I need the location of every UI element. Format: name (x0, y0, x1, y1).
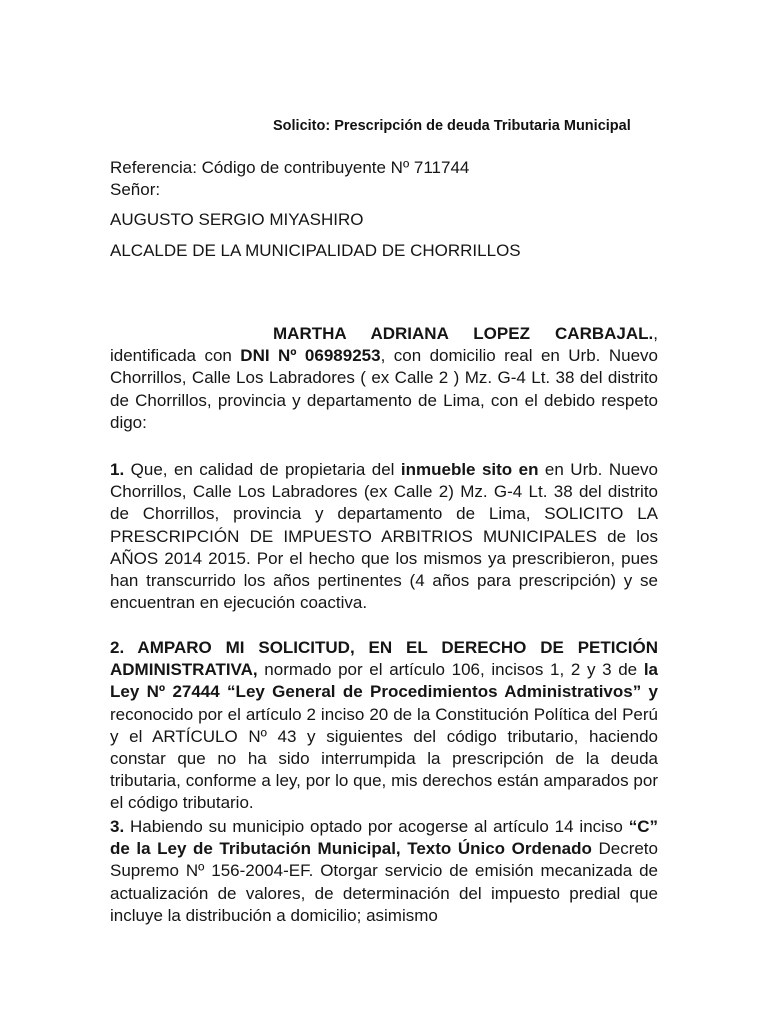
paragraph-3-bold: “C” de la Ley de Tributación Municipal, Texto Único Ordenado (110, 817, 658, 859)
intro-text-1: , identificada con (110, 324, 658, 366)
paragraph-2-law: la Ley Nº 27444 “Ley General de Procedimientos Administrativos” y (110, 660, 658, 702)
intro-paragraph (110, 323, 658, 434)
document-subject: Solicito: Prescripción de deuda Tributaria Municipal (273, 118, 631, 134)
paragraph-1-number: 1. (110, 460, 125, 479)
paragraph-3 (110, 816, 658, 927)
paragraph-1-text-1: Que, en calidad de propietaria del (124, 460, 401, 479)
applicant-dni: DNI Nº 06989253 (240, 346, 381, 366)
paragraph-1 (110, 459, 658, 614)
recipient-title: ALCALDE DE LA MUNICIPALIDAD DE CHORRILLOS (110, 241, 521, 260)
paragraph-2-heading: 2. AMPARO MI SOLICITUD, EN EL DERECHO DE PETICIÓN ADMINISTRATIVA, (110, 638, 658, 680)
paragraph-1-bold: inmueble sito en (400, 460, 539, 479)
recipient-name: AUGUSTO SERGIO MIYASHIRO (110, 210, 364, 229)
reference-line: Referencia: Código de contribuyente Nº 711744 (110, 158, 470, 177)
paragraph-2 (110, 637, 658, 815)
paragraph-3-number: 3. (110, 817, 125, 836)
paragraph-3-text-1: Habiendo su municipio optado por acogerse al artículo 14 inciso (124, 817, 629, 836)
applicant-name: MARTHA ADRIANA LOPEZ CARBAJAL. (273, 324, 654, 343)
intro-text-2: , con domicilio real en Urb. Nuevo Chorrillos, Calle Los Labradores ( ex Calle 2 ) Mz. G-4 Lt. 38 del distrito de Chorrillos, provincia y departamento de Lima, con el debido respeto digo: (110, 346, 658, 432)
paragraph-1-text-2: en Urb. Nuevo Chorrillos, Calle Los Labradores (ex Calle 2) Mz. G-4 Lt. 38 del distrito de Chorrillos, provincia y departamento de Lima, SOLICITO LA PRESCRIPCIÓN DE IMPUESTO ARBITRIOS MUNICIPALES de los AÑOS 2014 2015. Por el hecho que los mismos ya prescribieron, pues han transcurrido los años pertinentes (4 años para prescripción) y se encuentran en ejecución coactiva. (110, 460, 658, 613)
paragraph-2-text-2: reconocido por el artículo 2 inciso 20 de la Constitución Política del Perú y el ARTÍCULO Nº 43 y siguientes del código tributario, haciendo constar que no ha sido interrumpida la prescripción de la deuda tributaria, conforme a ley, por lo que, mis derechos están amparados por el código tributario. (110, 704, 658, 813)
paragraph-3-text-2: Decreto Supremo Nº 156-2004-EF. Otorgar servicio de emisión mecanizada de actualización de valores, de determinación del impuesto predial que incluye la distribución a domicilio; asimismo (110, 839, 658, 925)
paragraph-2-text-1: normado por el artículo 106, incisos 1, 2 y 3 de (257, 660, 644, 680)
salutation: Señor: (110, 180, 161, 199)
